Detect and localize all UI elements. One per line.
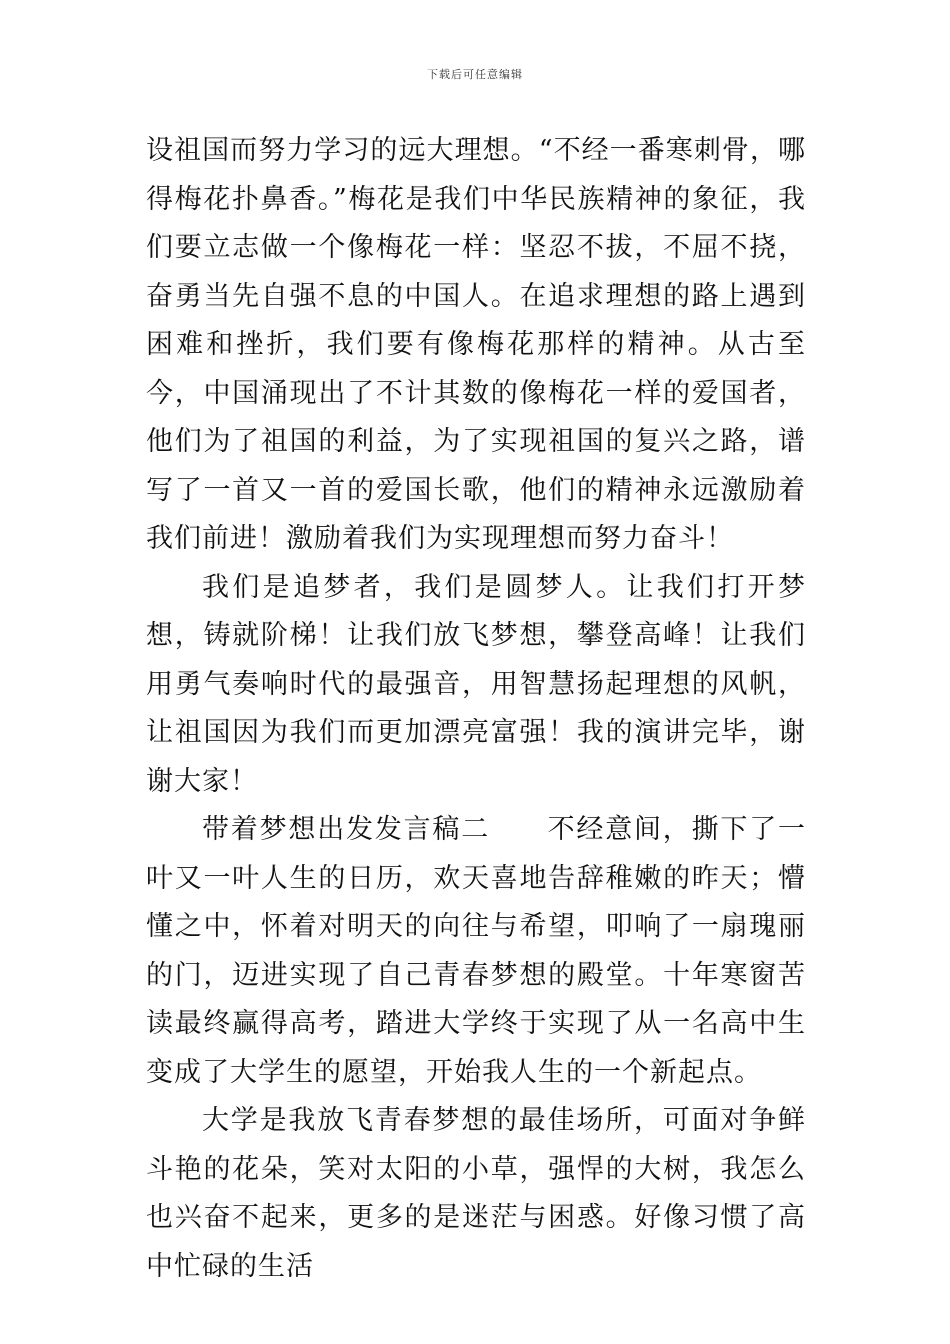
- paragraph: 我们是追梦者，我们是圆梦人。让我们打开梦想，铸就阶梯！让我们放飞梦想，攀登高峰！让我们用勇气奏响时代的最强音，用智慧扬起理想的风帆，让祖国因为我们而更加漂亮富强！我的演讲完毕，谢谢大家！: [146, 571, 806, 797]
- page-header: 下载后可任意编辑: [427, 68, 523, 81]
- paragraph: 大学是我放飞青春梦想的最佳场所，可面对争鲜斗艳的花朵，笑对太阳的小草，强悍的大树，我怎么也兴奋不起来，更多的是迷茫与困惑。好像习惯了高中忙碌的生活: [146, 1105, 806, 1282]
- document-body: [146, 127, 806, 1291]
- paragraph: 设祖国而努力学习的远大理想。“不经一番寒刺骨，哪得梅花扑鼻香。”梅花是我们中华民族精神的象征，我们要立志做一个像梅花一样：坚忍不拔，不屈不挠，奋勇当先自强不息的中国人。在追求理想的路上遇到困难和挫折，我们要有像梅花那样的精神。从古至今，中国涌现出了不计其数的像梅花一样的爱国者，他们为了祖国的利益，为了实现祖国的复兴之路，谱写了一首又一首的爱国长歌，他们的精神永远激励着我们前进！激励着我们为实现理想而努力奋斗！: [146, 135, 806, 554]
- paragraph: 带着梦想出发发言稿二 不经意间，撕下了一叶又一叶人生的日历，欢天喜地告辞稚嫩的昨天；懵懂之中，怀着对明天的向往与希望，叩响了一扇瑰丽的门，迈进实现了自己青春梦想的殿堂。十年寒窗苦读最终赢得高考，踏进大学终于实现了从一名高中生变成了大学生的愿望，开始我人生的一个新起点。: [146, 814, 806, 1088]
